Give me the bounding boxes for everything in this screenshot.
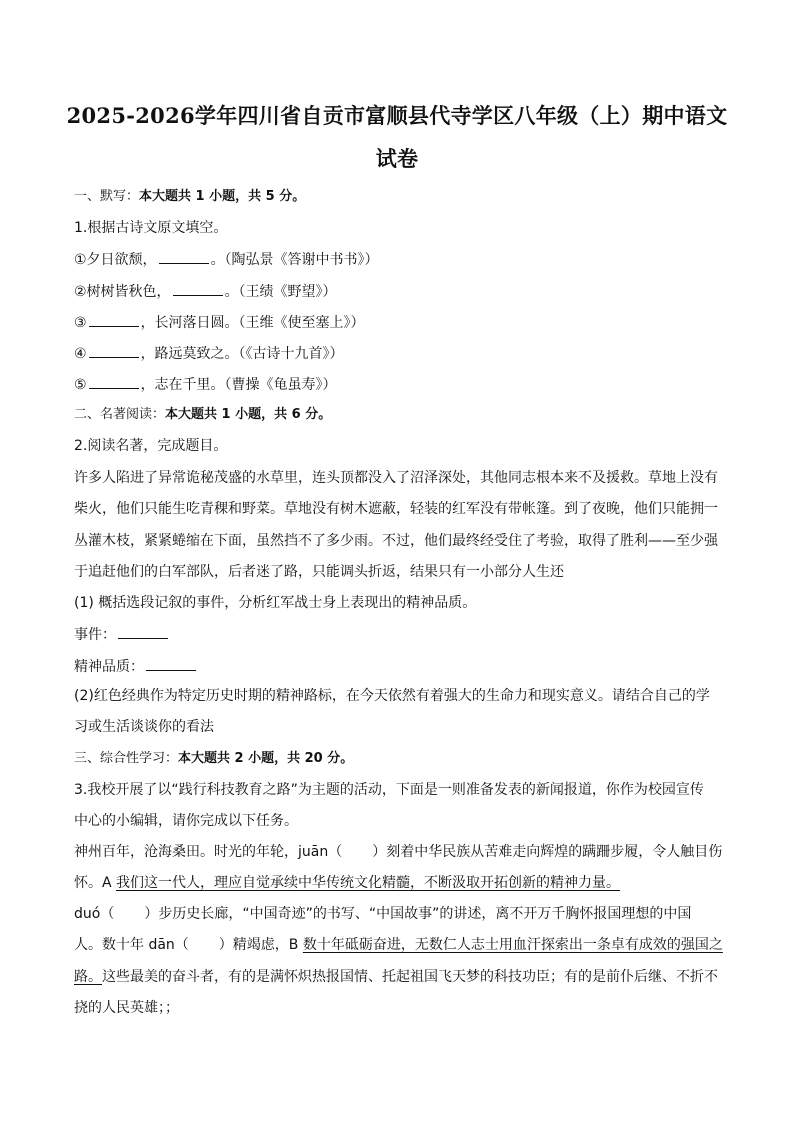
news-paragraph-1-line2: 怀。A 我们这一代人，理应自觉承续中华传统文化精髓，不断汲取开拓创新的精神力量。	[74, 875, 621, 891]
answer-blank[interactable]	[89, 374, 139, 389]
event-answer-row: 事件：	[74, 624, 724, 645]
section-heading-2: 二、名著阅读：本大题共 1 小题，共 6 分。	[74, 407, 332, 422]
section-heading-3: 三、综合性学习：本大题共 2 小题，共 20 分。	[74, 751, 354, 766]
news-paragraph-2-line1: duó（ ）步历史长廊，“中国奇迹”的书写、“中国故事”的讲述，离不开万千胸怀报国理想的中国	[74, 906, 692, 922]
passage-line: 柴火，他们只能生吃青稞和野菜。草地没有树木遮蔽，轻装的红军没有带帐篷。到了夜晚，他们只能拥一	[74, 501, 718, 517]
q2-subquestion-1: (1) 概括选段记叙的事件，分析红军战士身上表现出的精神品质。	[74, 595, 477, 611]
question-2-stem: 2.阅读名著，完成题目。	[74, 438, 228, 454]
news-paragraph-2-line4: 挠的人民英雄；；	[74, 1000, 179, 1016]
answer-blank[interactable]	[159, 249, 209, 264]
exam-title-line2: 试卷	[375, 146, 419, 171]
sentence-a-underlined: 我们这一代人，理应自觉承续中华传统文化精髓，不断汲取开拓创新的精神力量。	[116, 875, 621, 891]
q1-item-5: ⑤ ，志在千里。（曹操《龟虽寿》）	[74, 374, 724, 395]
q2-subquestion-2-line1: (2)红色经典作为特定历史时期的精神路标，在今天依然有着强大的生命力和现实意义。请结合自己的学	[74, 688, 710, 704]
question-3-stem-line2: 中心的小编辑，请你完成以下任务。	[74, 813, 298, 829]
event-answer-blank[interactable]	[118, 624, 168, 639]
news-paragraph-2-line3: 路。这些最美的奋斗者，有的是满怀炽热报国情、托起祖国飞天梦的科技功臣；有的是前仆后继、不折不	[74, 969, 718, 985]
exam-title-line1: 2025-2026学年四川省自贡市富顺县代寺学区八年级（上）期中语文	[66, 103, 728, 128]
question-3-stem-line1: 3.我校开展了以“践行科技教育之路”为主题的活动，下面是一则准备发表的新闻报道，你作为校园宣传	[74, 782, 704, 798]
news-paragraph-2-line2: 人。数十年 dān（ ）精竭虑，B 数十年砥砺奋进，无数仁人志士用血汗探索出一条卓有成效的强国之	[74, 937, 723, 953]
q1-item-3: ③ ，长河落日圆。（王维《使至塞上》）	[74, 312, 724, 333]
answer-blank[interactable]	[173, 281, 223, 296]
news-paragraph-1-line1: 神州百年，沧海桑田。时光的年轮，juān（ ）刻着中华民族从苦难走向辉煌的蹒跚步履，令人触目伤	[74, 844, 723, 860]
spirit-answer-row: 精神品质：	[74, 656, 724, 677]
section-heading-1: 一、默写：本大题共 1 小题，共 5 分。	[74, 189, 306, 204]
answer-blank[interactable]	[89, 312, 139, 327]
q2-subquestion-2-line2: 习或生活谈谈你的看法	[74, 719, 214, 735]
answer-blank[interactable]	[89, 343, 139, 358]
spirit-answer-blank[interactable]	[146, 656, 196, 671]
q1-item-2: ②树树皆秋色， 。（王绩《野望》）	[74, 281, 724, 302]
passage-line: 丛灌木枝，紧紧蜷缩在下面，虽然挡不了多少雨。不过，他们最终经受住了考验，取得了胜利——至少强	[74, 533, 718, 549]
sentence-b-underlined-end: 路。	[74, 969, 102, 985]
q1-item-4: ④ ，路远莫致之。（《古诗十九首》）	[74, 343, 724, 364]
sentence-b-underlined: 数十年砥砺奋进，无数仁人志士用血汗探索出一条卓有成效的强国之	[302, 937, 723, 953]
passage-line: 于追赶他们的白军部队，后者迷了路，只能调头折返，结果只有一小部分人生还	[74, 564, 564, 580]
q1-item-1: ①夕日欲颓， 。（陶弘景《答谢中书书》）	[74, 249, 724, 270]
passage-line: 许多人陷进了异常诡秘茂盛的水草里，连头顶都没入了沼泽深处，其他同志根本来不及援救。草地上没有	[74, 470, 718, 486]
question-1-stem: 1.根据古诗文原文填空。	[74, 220, 228, 236]
